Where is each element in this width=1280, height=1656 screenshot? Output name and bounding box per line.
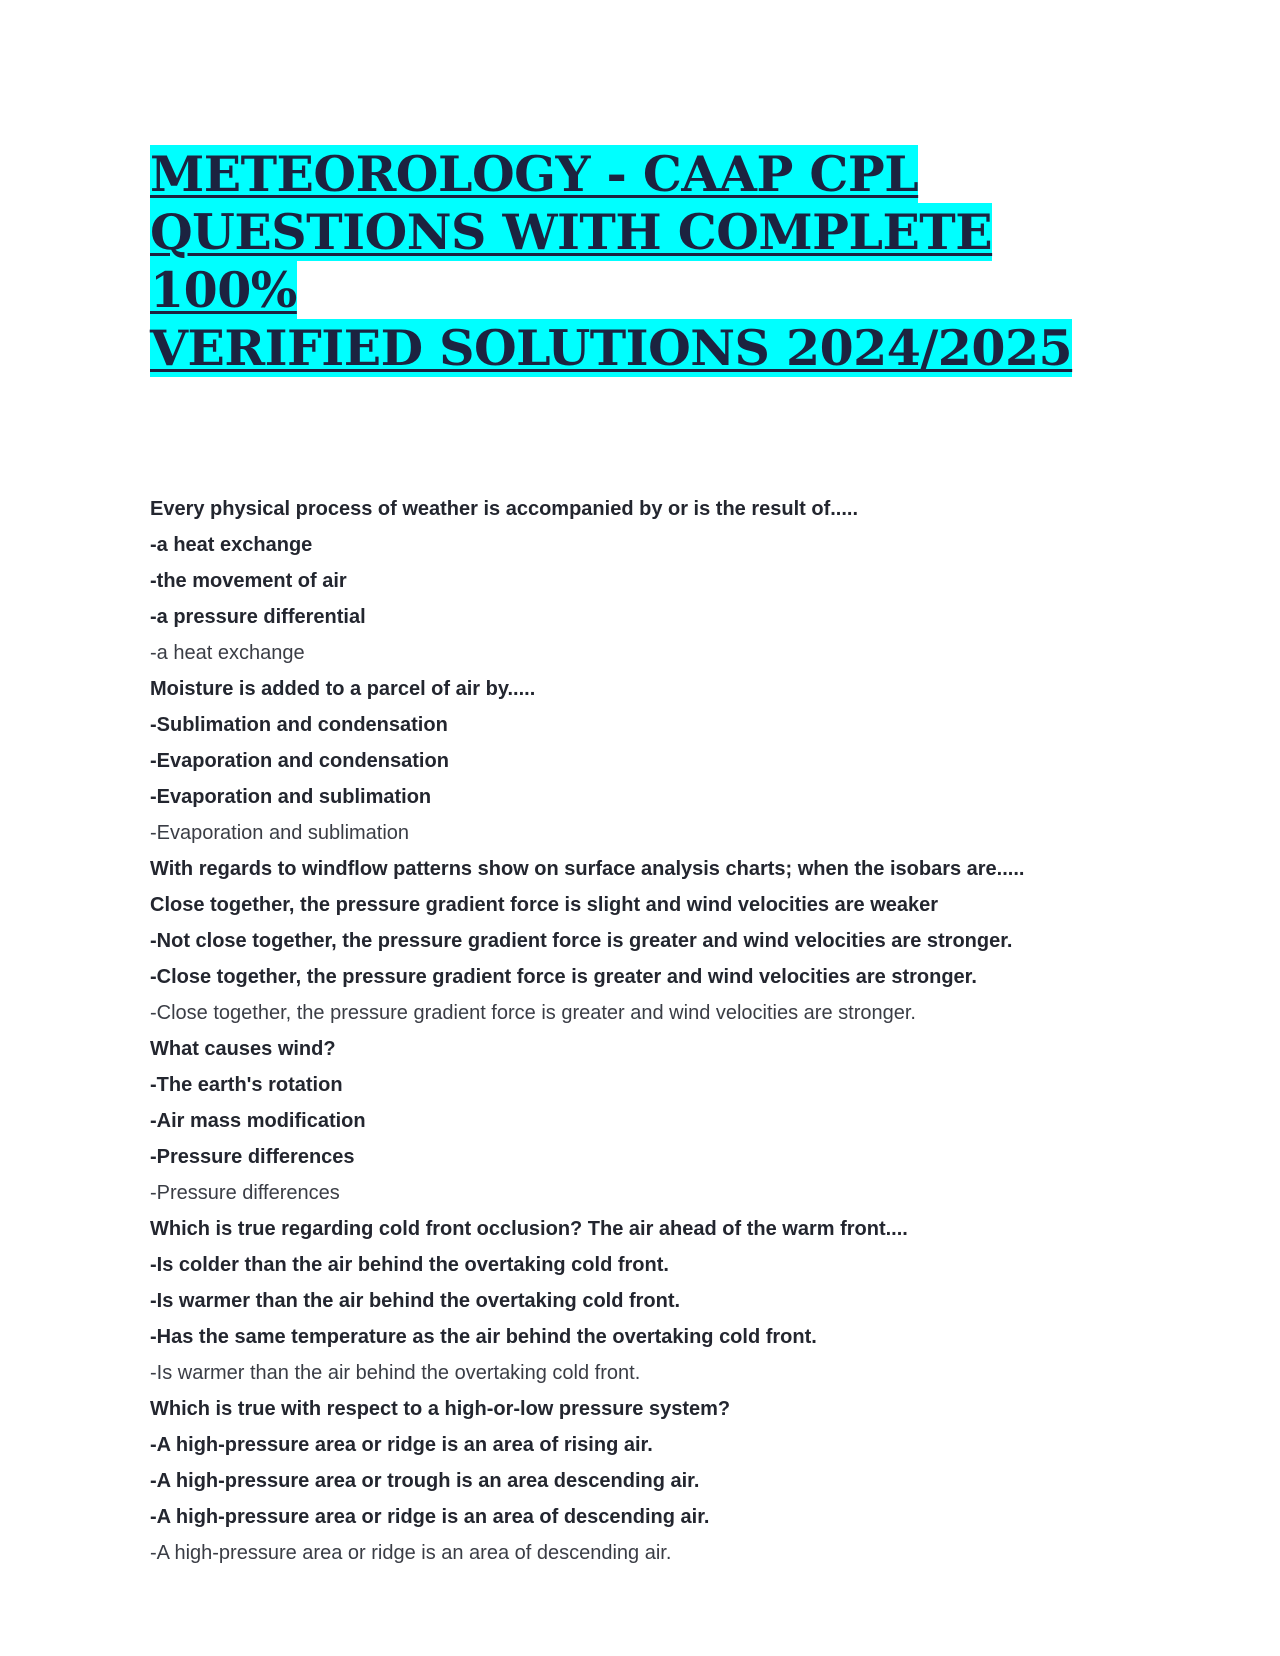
answer-text: -A high-pressure area or ridge is an area of descending air. [150,1542,672,1564]
option-text: -the movement of air [150,570,347,592]
question-block [150,1391,1150,1571]
option-text: -A high-pressure area or ridge is an area of rising air. [150,1434,653,1456]
option-text: -Not close together, the pressure gradient force is greater and wind velocities are stronger. [150,930,1013,952]
question-text: Which is true regarding cold front occlusion? The air ahead of the warm front.... [150,1218,908,1240]
title-line: VERIFIED SOLUTIONS 2024/2025 [150,319,1073,377]
answer-text: -Pressure differences [150,1182,340,1204]
document-title [150,145,1150,377]
question-list [150,491,1150,1571]
option-text: -Pressure differences [150,1146,355,1168]
option-text: -Has the same temperature as the air behind the overtaking cold front. [150,1326,817,1348]
question-text: Which is true with respect to a high-or-low pressure system? [150,1398,731,1420]
answer-text: -Close together, the pressure gradient force is greater and wind velocities are stronger. [150,1002,916,1024]
option-text: -Air mass modification [150,1110,366,1132]
option-text: -Sublimation and condensation [150,714,448,736]
question-text: With regards to windflow patterns show on surface analysis charts; when the isobars are..... [150,858,1025,880]
question-block [150,851,1150,1031]
question-block [150,1211,1150,1391]
question-block [150,491,1150,671]
option-text: -Is warmer than the air behind the overtaking cold front. [150,1290,681,1312]
option-text: -Is colder than the air behind the overtaking cold front. [150,1254,669,1276]
option-text: -a pressure differential [150,606,366,628]
option-text: -Close together, the pressure gradient force is greater and wind velocities are stronger. [150,966,977,988]
option-text: -Evaporation and condensation [150,750,449,772]
question-block [150,1031,1150,1211]
question-block [150,671,1150,851]
option-text: -A high-pressure area or ridge is an area of descending air. [150,1506,710,1528]
document-page [150,145,1150,1571]
option-text: -Evaporation and sublimation [150,786,432,808]
answer-text: -Is warmer than the air behind the overtaking cold front. [150,1362,641,1384]
answer-text: -a heat exchange [150,642,305,664]
question-text: Every physical process of weather is accompanied by or is the result of..... [150,498,859,520]
option-text: Close together, the pressure gradient force is slight and wind velocities are weaker [150,894,939,916]
option-text: -A high-pressure area or trough is an area descending air. [150,1470,700,1492]
question-text: What causes wind? [150,1038,336,1060]
question-text: Moisture is added to a parcel of air by..... [150,678,536,700]
title-line: QUESTIONS WITH COMPLETE 100% [150,203,993,319]
option-text: -The earth's rotation [150,1074,343,1096]
title-line: METEOROLOGY - CAAP CPL [150,145,919,203]
answer-text: -Evaporation and sublimation [150,822,410,844]
option-text: -a heat exchange [150,534,313,556]
